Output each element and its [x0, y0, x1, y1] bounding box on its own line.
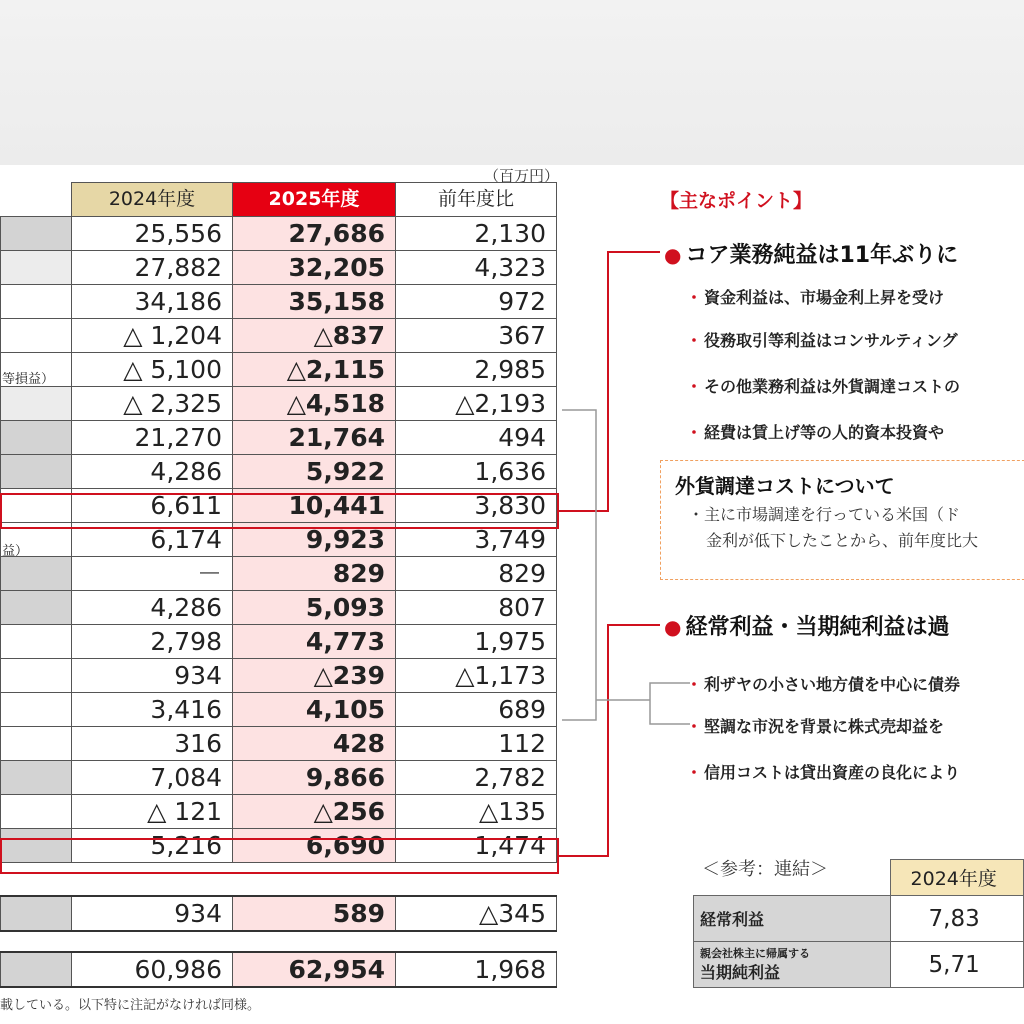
sub-point-text: 堅調な市況を背景に株式売却益を: [704, 717, 945, 736]
reference-row-value: 5,71: [890, 942, 1023, 988]
reference-header-row: [694, 860, 1024, 896]
cell-2024: 21,270: [72, 421, 233, 455]
cell-2025: △4,518: [233, 387, 396, 421]
cell-2025: △837: [233, 319, 396, 353]
sub-point-text: 信用コストは貸出資産の良化により: [704, 763, 961, 782]
cell-2025: 27,686: [233, 217, 396, 251]
cell-2024: △ 1,204: [72, 319, 233, 353]
cell-2025: 5,093: [233, 591, 396, 625]
sub-point: ・ 役務取引等利益はコンサルティング: [686, 331, 958, 350]
reference-row-text: 当期純利益: [700, 962, 781, 982]
reference-row-value: 7,83: [890, 896, 1023, 942]
sub-point: ・ 経費は賃上げ等の人的資本投資や: [686, 423, 945, 442]
cell-2024: △ 5,100: [72, 353, 233, 387]
reference-year: 2024年度: [890, 860, 1023, 896]
cell-2024: △ 121: [72, 795, 233, 829]
cell-2025: 6,690: [233, 829, 396, 863]
cell-diff: 1,474: [396, 829, 557, 863]
sub-point: ・ 利ザヤの小さい地方債を中心に債券: [686, 675, 961, 694]
points-title: 【主なポイント】: [660, 190, 813, 212]
sub-point: ・ 資金利益は、市場金利上昇を受け: [686, 288, 945, 307]
cell-diff: 689: [396, 693, 557, 727]
cell-2025: 9,866: [233, 761, 396, 795]
cell-2025: 62,954: [233, 952, 396, 987]
cell-diff: 494: [396, 421, 557, 455]
cell-diff: △345: [396, 896, 557, 931]
cell-2025: △239: [233, 659, 396, 693]
header-2024: 2024年度: [72, 183, 233, 217]
cell-diff: 112: [396, 727, 557, 761]
point-heading-ordinary: [664, 610, 949, 641]
cell-2025: 829: [233, 557, 396, 591]
cell-2024: 934: [72, 896, 233, 931]
cell-2025: 589: [233, 896, 396, 931]
cell-2024: 4,286: [72, 455, 233, 489]
cell-2024: 4,286: [72, 591, 233, 625]
cell-2025: 428: [233, 727, 396, 761]
cell-2024: 6,611: [72, 489, 233, 523]
cell-diff: 1,636: [396, 455, 557, 489]
cell-2025: 4,773: [233, 625, 396, 659]
cell-diff: 3,749: [396, 523, 557, 557]
cell-diff: △1,173: [396, 659, 557, 693]
sub-point-text: 資金利益は、市場金利上昇を受け: [704, 288, 945, 307]
cell-2024: △ 2,325: [72, 387, 233, 421]
cell-2024: 60,986: [72, 952, 233, 987]
cell-2024: 3,416: [72, 693, 233, 727]
reference-header-blank: [694, 860, 891, 896]
cell-diff: △135: [396, 795, 557, 829]
side-label: 等損益）: [2, 372, 55, 387]
cell-2024: 2,798: [72, 625, 233, 659]
cell-diff: 1,968: [396, 952, 557, 987]
sub-point-text: 役務取引等利益はコンサルティング: [704, 331, 958, 350]
cell-2024: 934: [72, 659, 233, 693]
point-heading-core: [664, 238, 958, 269]
bullet-dot-icon: ●: [664, 615, 682, 639]
cell-2025: 32,205: [233, 251, 396, 285]
reference-row-small: 親会社株主に帰属する: [700, 946, 810, 960]
fx-cost-title: 外貨調達コストについて: [675, 474, 895, 498]
cell-2025: 9,923: [233, 523, 396, 557]
sub-point-text: その他業務利益は外貨調達コストの: [704, 377, 961, 396]
cell-diff: 367: [396, 319, 557, 353]
bullet-dot-icon: ●: [664, 243, 682, 267]
fx-cost-line: ・主に市場調達を行っている米国（ド: [688, 505, 961, 524]
sub-point-text: 経費は賃上げ等の人的資本投資や: [704, 423, 945, 442]
reference-row: [694, 896, 1024, 942]
cell-diff: 829: [396, 557, 557, 591]
reference-table: [693, 859, 1024, 988]
cell-2025: 4,105: [233, 693, 396, 727]
cell-2025: 10,441: [233, 489, 396, 523]
cell-diff: 1,975: [396, 625, 557, 659]
cell-2025: 21,764: [233, 421, 396, 455]
cell-2025: 35,158: [233, 285, 396, 319]
cell-diff: 4,323: [396, 251, 557, 285]
reference-row-text: 経常利益: [700, 910, 765, 929]
point-heading-text: コア業務純益は11年ぶりに: [685, 243, 959, 268]
connector-core-profit: [559, 252, 660, 511]
reference-row: [694, 942, 1024, 988]
cell-2024: 6,174: [72, 523, 233, 557]
reference-label: ＜参考：連結＞: [702, 859, 828, 880]
cell-diff: 2,130: [396, 217, 557, 251]
header-diff: 前年度比: [396, 183, 557, 217]
fx-cost-line: 金利が低下したことから、前年度比大: [706, 531, 979, 550]
cell-diff: 2,985: [396, 353, 557, 387]
cell-2024: －: [72, 557, 233, 591]
cell-2024: 34,186: [72, 285, 233, 319]
reference-row-label: [694, 896, 891, 942]
cell-2024: 7,084: [72, 761, 233, 795]
cell-2024: 316: [72, 727, 233, 761]
cell-diff: 972: [396, 285, 557, 319]
cell-2024: 25,556: [72, 217, 233, 251]
connector-sub-gray: [596, 683, 690, 724]
unit-label: （百万円）: [484, 167, 560, 185]
header-2025: 2025年度: [233, 183, 396, 217]
side-label: 益）: [2, 544, 29, 559]
cell-2025: △256: [233, 795, 396, 829]
sub-point: ・ 堅調な市況を背景に株式売却益を: [686, 717, 945, 736]
sub-point: ・ 信用コストは貸出資産の良化により: [686, 763, 961, 782]
connector-bracket-gray: [562, 410, 596, 720]
point-heading-text: 経常利益・当期純利益は過: [685, 615, 950, 640]
reference-row-label: [694, 942, 891, 988]
cell-diff: 3,830: [396, 489, 557, 523]
sub-point-text: 利ザヤの小さい地方債を中心に債券: [704, 675, 961, 694]
cell-diff: 2,782: [396, 761, 557, 795]
cell-2025: 5,922: [233, 455, 396, 489]
cell-diff: 807: [396, 591, 557, 625]
footnote: 載している。以下特に注記がなければ同様。: [0, 998, 261, 1013]
connector-net-income: [559, 625, 660, 856]
cell-2024: 5,216: [72, 829, 233, 863]
sub-point: ・ その他業務利益は外貨調達コストの: [686, 377, 961, 396]
cell-2024: 27,882: [72, 251, 233, 285]
cell-2025: △2,115: [233, 353, 396, 387]
cell-diff: △2,193: [396, 387, 557, 421]
